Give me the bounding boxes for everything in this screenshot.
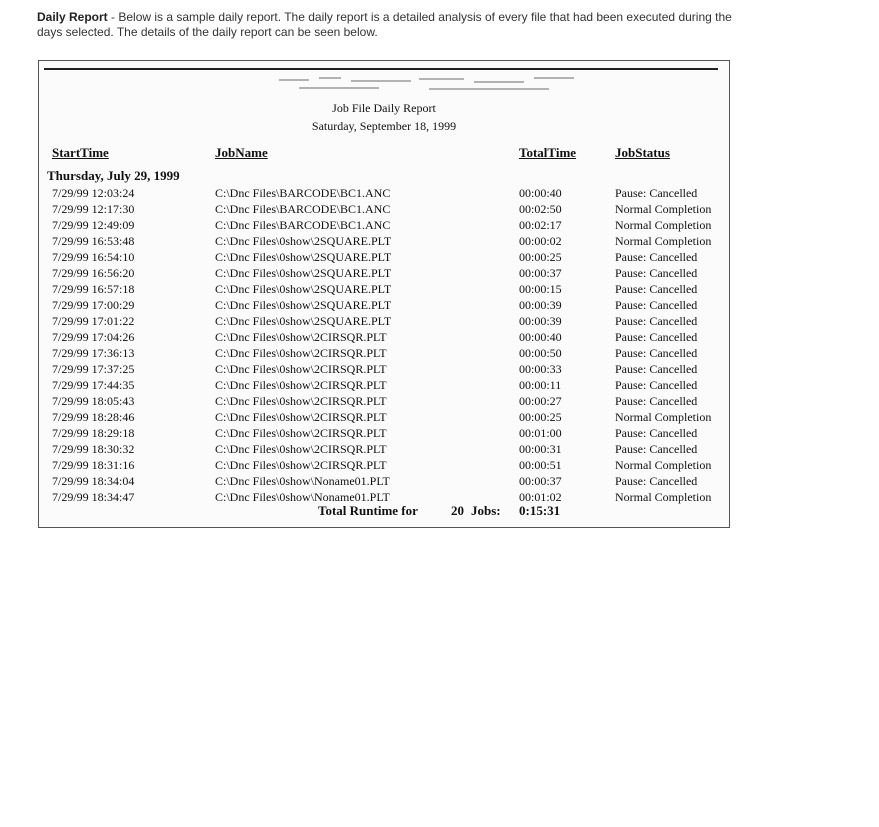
row-job-status: Normal Completion (615, 218, 712, 232)
table-row (39, 297, 729, 313)
row-job-status: Pause: Cancelled (615, 314, 698, 328)
total-runtime-value: 0:15:31 (519, 503, 561, 518)
row-job-name: C:\Dnc Files\0show\2CIRSQR.PLT (215, 378, 387, 392)
row-total-time: 00:00:25 (519, 410, 562, 424)
row-start-time: 7/29/99 17:01:22 (52, 314, 135, 328)
row-job-status: Pause: Cancelled (615, 186, 698, 200)
row-job-status: Pause: Cancelled (615, 346, 698, 360)
row-job-name: C:\Dnc Files\0show\Noname01.PLT (215, 490, 390, 504)
row-job-name: C:\Dnc Files\0show\2SQUARE.PLT (215, 282, 392, 296)
row-start-time: 7/29/99 17:37:25 (52, 362, 135, 376)
table-row (39, 313, 729, 329)
row-job-status: Pause: Cancelled (615, 442, 698, 456)
row-total-time: 00:00:02 (519, 234, 562, 248)
intro-title: Daily Report (37, 10, 108, 24)
row-total-time: 00:00:27 (519, 394, 562, 408)
row-start-time: 7/29/99 17:44:35 (52, 378, 135, 392)
row-job-name: C:\Dnc Files\0show\Noname01.PLT (215, 474, 390, 488)
row-total-time: 00:02:17 (519, 218, 562, 232)
row-start-time: 7/29/99 18:30:32 (52, 442, 135, 456)
row-total-time: 00:00:37 (519, 266, 562, 280)
row-job-status: Pause: Cancelled (615, 378, 698, 392)
blurred-company-header (279, 75, 599, 91)
row-start-time: 7/29/99 12:17:30 (52, 202, 135, 216)
report-top-rule (44, 68, 718, 70)
total-job-count: 20 (451, 503, 464, 518)
row-job-name: C:\Dnc Files\0show\2SQUARE.PLT (215, 298, 392, 312)
row-total-time: 00:00:50 (519, 346, 562, 360)
row-job-status: Normal Completion (615, 490, 712, 504)
row-start-time: 7/29/99 17:00:29 (52, 298, 135, 312)
row-total-time: 00:00:15 (519, 282, 562, 296)
row-total-time: 00:00:25 (519, 250, 562, 264)
report-title: Job File Daily Report (332, 101, 436, 115)
row-job-name: C:\Dnc Files\0show\2CIRSQR.PLT (215, 410, 387, 424)
table-row (39, 393, 729, 409)
row-total-time: 00:00:40 (519, 330, 562, 344)
row-job-name: C:\Dnc Files\0show\2CIRSQR.PLT (215, 362, 387, 376)
row-start-time: 7/29/99 16:53:48 (52, 234, 135, 248)
row-job-status: Pause: Cancelled (615, 298, 698, 312)
table-row (39, 441, 729, 457)
row-job-status: Pause: Cancelled (615, 426, 698, 440)
table-row (39, 217, 729, 233)
row-job-name: C:\Dnc Files\0show\2SQUARE.PLT (215, 314, 392, 328)
row-job-status: Pause: Cancelled (615, 330, 698, 344)
row-job-name: C:\Dnc Files\0show\2SQUARE.PLT (215, 250, 392, 264)
row-job-status: Normal Completion (615, 234, 712, 248)
row-start-time: 7/29/99 17:04:26 (52, 330, 135, 344)
row-start-time: 7/29/99 16:54:10 (52, 250, 135, 264)
table-row (39, 345, 729, 361)
total-runtime-label: Total Runtime for (318, 503, 418, 518)
intro-paragraph (37, 10, 737, 40)
total-runtime-line (39, 503, 729, 519)
row-job-name: C:\Dnc Files\BARCODE\BC1.ANC (215, 186, 391, 200)
row-start-time: 7/29/99 18:34:47 (52, 490, 135, 504)
report-date: Saturday, September 18, 1999 (311, 119, 457, 133)
column-header-start-time: StartTime (52, 145, 109, 160)
row-job-status: Normal Completion (615, 410, 712, 424)
row-start-time: 7/29/99 18:34:04 (52, 474, 135, 488)
table-row (39, 409, 729, 425)
row-start-time: 7/29/99 18:31:16 (52, 458, 135, 472)
row-job-name: C:\Dnc Files\BARCODE\BC1.ANC (215, 202, 391, 216)
row-total-time: 00:00:51 (519, 458, 562, 472)
row-start-time: 7/29/99 18:05:43 (52, 394, 135, 408)
row-total-time: 00:00:40 (519, 186, 562, 200)
table-row (39, 201, 729, 217)
row-job-status: Pause: Cancelled (615, 282, 698, 296)
row-total-time: 00:01:00 (519, 426, 562, 440)
row-total-time: 00:00:31 (519, 442, 562, 456)
row-job-status: Pause: Cancelled (615, 394, 698, 408)
row-job-name: C:\Dnc Files\0show\2CIRSQR.PLT (215, 346, 387, 360)
row-job-name: C:\Dnc Files\0show\2SQUARE.PLT (215, 266, 392, 280)
table-row (39, 425, 729, 441)
column-header-job-status: JobStatus (615, 145, 670, 160)
table-row (39, 249, 729, 265)
table-row (39, 377, 729, 393)
day-heading: Thursday, July 29, 1999 (47, 168, 180, 183)
job-rows (39, 185, 729, 505)
row-total-time: 00:01:02 (519, 490, 562, 504)
table-row (39, 329, 729, 345)
row-start-time: 7/29/99 16:56:20 (52, 266, 135, 280)
table-row (39, 473, 729, 489)
row-job-name: C:\Dnc Files\0show\2CIRSQR.PLT (215, 394, 387, 408)
row-start-time: 7/29/99 12:49:09 (52, 218, 135, 232)
table-row (39, 233, 729, 249)
total-jobs-label: Jobs: (471, 503, 501, 518)
row-total-time: 00:02:50 (519, 202, 562, 216)
column-header-job-name: JobName (215, 145, 268, 160)
row-start-time: 7/29/99 18:28:46 (52, 410, 135, 424)
row-job-status: Pause: Cancelled (615, 250, 698, 264)
row-start-time: 7/29/99 12:03:24 (52, 186, 135, 200)
table-row (39, 361, 729, 377)
row-start-time: 7/29/99 17:36:13 (52, 346, 135, 360)
row-total-time: 00:00:39 (519, 298, 562, 312)
row-total-time: 00:00:11 (519, 378, 562, 392)
row-total-time: 00:00:37 (519, 474, 562, 488)
row-job-status: Pause: Cancelled (615, 266, 698, 280)
row-start-time: 7/29/99 18:29:18 (52, 426, 135, 440)
table-row (39, 281, 729, 297)
table-row (39, 457, 729, 473)
row-job-name: C:\Dnc Files\BARCODE\BC1.ANC (215, 218, 391, 232)
row-total-time: 00:00:39 (519, 314, 562, 328)
row-job-status: Pause: Cancelled (615, 474, 698, 488)
table-row (39, 185, 729, 201)
intro-text: - Below is a sample daily report. The daily report is a detailed analysis of every file that had been executed during the days selected. The details of the daily report can be seen below. (37, 10, 732, 39)
row-job-name: C:\Dnc Files\0show\2CIRSQR.PLT (215, 330, 387, 344)
row-total-time: 00:00:33 (519, 362, 562, 376)
row-job-status: Normal Completion (615, 202, 712, 216)
row-job-name: C:\Dnc Files\0show\2SQUARE.PLT (215, 234, 392, 248)
row-job-name: C:\Dnc Files\0show\2CIRSQR.PLT (215, 458, 387, 472)
row-job-name: C:\Dnc Files\0show\2CIRSQR.PLT (215, 426, 387, 440)
table-row (39, 265, 729, 281)
row-job-status: Pause: Cancelled (615, 362, 698, 376)
row-job-name: C:\Dnc Files\0show\2CIRSQR.PLT (215, 442, 387, 456)
row-start-time: 7/29/99 16:57:18 (52, 282, 135, 296)
column-header-total-time: TotalTime (519, 145, 577, 160)
report-image (38, 60, 730, 528)
row-job-status: Normal Completion (615, 458, 712, 472)
